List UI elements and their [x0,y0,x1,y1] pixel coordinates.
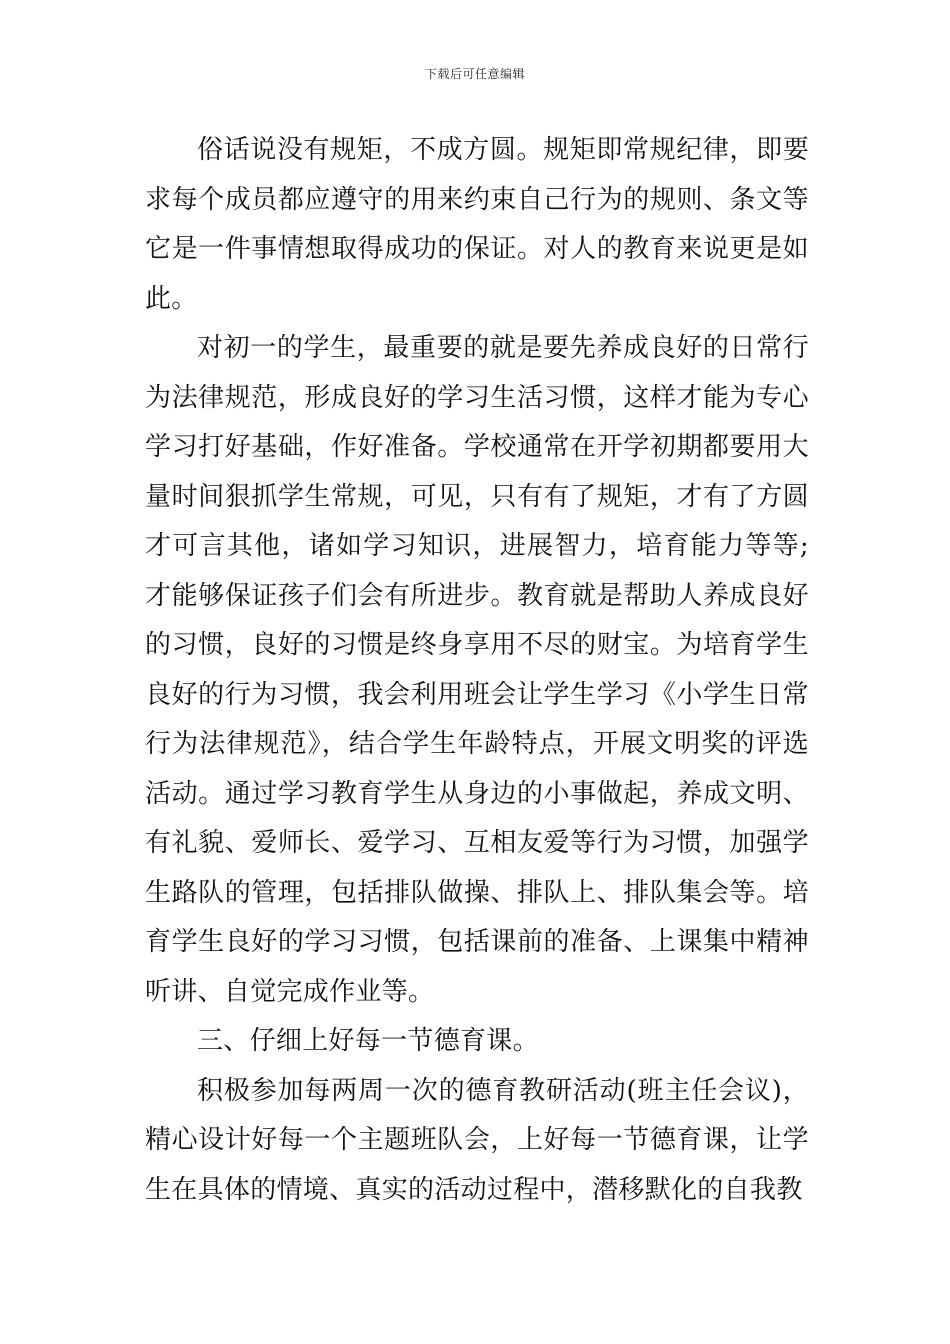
paragraph-habits: 对初一的学生，最重要的就是要先养成良好的日常行为法律规范，形成良好的学习生活习惯，这样才能为专心学习打好基础，作好准备。学校通常在开学初期都要用大量时间狠抓学生常规，可见，只有有了规矩，才有了方圆才可言其他，诸如学习知识，进展智力，培育能力等等;才能够保证孩子们会有所进步。教育就是帮助人养成良好的习惯，良好的习惯是终身享用不尽的财宝。为培育学生良好的行为习惯，我会利用班会让学生学习《小学生日常行为法律规范》，结合学生年龄特点，开展文明奖的评选活动。通过学习教育学生从身边的小事做起，养成文明、有礼貌、爱师长、爱学习、互相友爱等行为习惯，加强学生路队的管理，包括排队做操、排队上、排队集会等。培育学生良好的学习习惯，包括课前的准备、上课集中精神听讲、自觉完成作业等。 [145,333,809,1007]
section-heading-moral-class: 三、仔细上好每一节德育课。 [197,1026,539,1056]
document-body [145,126,809,1215]
page-header: 下载后可任意编辑 [424,67,525,81]
paragraph-moral-activities: 积极参加每两周一次的德育教研活动(班主任会议)，精心设计好每一个主题班队会，上好每一节德育课，让学生在具体的情境、真实的活动过程中，潜移默化的自我教 [145,1075,809,1205]
paragraph-rules: 俗话说没有规矩，不成方圆。规矩即常规纪律，即要求每个成员都应遵守的用来约束自己行为的规则、条文等它是一件事情想取得成功的保证。对人的教育来说更是如此。 [145,135,809,314]
